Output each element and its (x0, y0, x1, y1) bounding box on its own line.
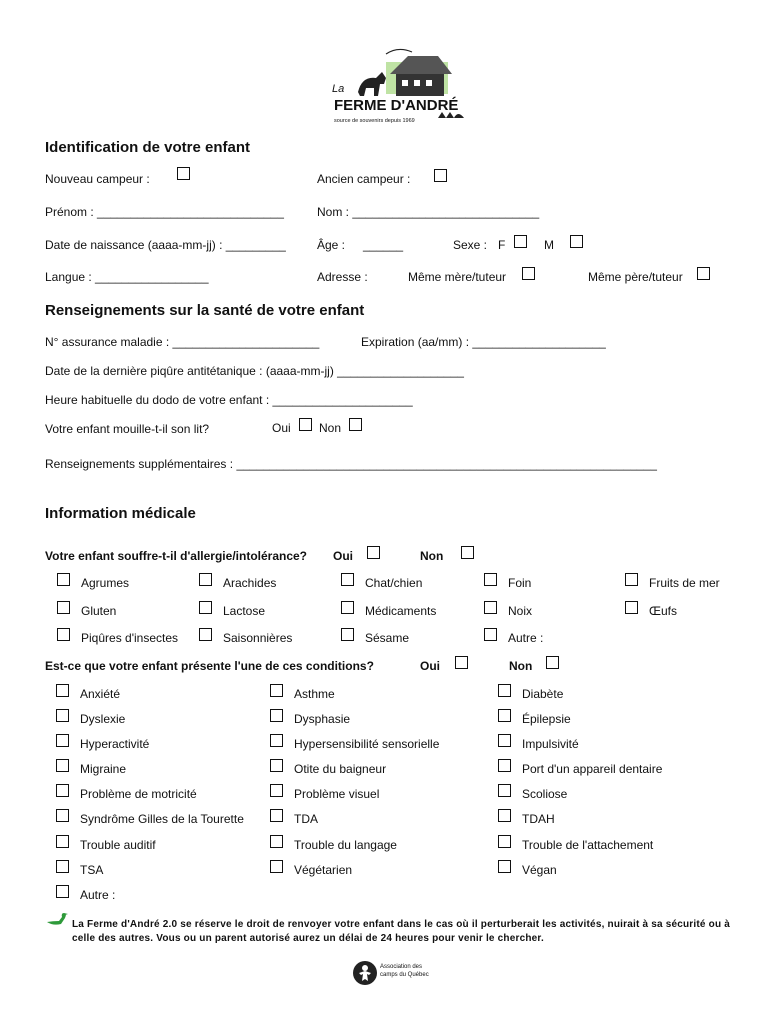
condition-checkbox-impulsivite[interactable] (498, 734, 511, 747)
allergy-label-noix: Noix (508, 604, 533, 618)
logo-la: La (332, 83, 345, 95)
nom-field[interactable]: Nom : ____________________________ (317, 205, 540, 219)
condition-checkbox-vegetarien[interactable] (270, 860, 283, 873)
f-label: F (498, 238, 506, 252)
ferme-dandre-logo (328, 44, 470, 128)
condition-label-trouble-auditif: Trouble auditif (80, 838, 156, 852)
f-checkbox[interactable] (514, 235, 527, 248)
footer-disclaimer: La Ferme d'André 2.0 se réserve le droit de renvoyer votre enfant dans le cas où il perturberait les activités, nuirait à sa sécurité ou à celle des autres. Vous ou un parent autorisé aurez un délai de 24 heures pour venir le chercher. (72, 919, 730, 944)
adresse-label: Adresse : (317, 270, 368, 284)
condition-label-impulsivite: Impulsivité (522, 737, 579, 751)
mouille-oui-checkbox[interactable] (299, 418, 312, 431)
condition-checkbox-trouble-de-l-attachement[interactable] (498, 835, 511, 848)
condition-checkbox-anxiete[interactable] (56, 684, 69, 697)
condition-checkbox-trouble-du-langage[interactable] (270, 835, 283, 848)
section-title-medical: Information médicale (45, 505, 196, 522)
m-checkbox[interactable] (570, 235, 583, 248)
condition-label-dysphasie: Dysphasie (294, 712, 351, 726)
allergy-checkbox-piqures-d-insectes[interactable] (57, 628, 70, 641)
m-label: M (544, 238, 554, 252)
allergy-checkbox-fruits-de-mer[interactable] (625, 573, 638, 586)
condition-checkbox-port-d-un-appareil-dentaire[interactable] (498, 759, 511, 772)
dodo-field[interactable]: Heure habituelle du dodo de votre enfant : _____________________ (45, 393, 413, 407)
condition-checkbox-probleme-visuel[interactable] (270, 784, 283, 797)
condition-checkbox-tsa[interactable] (56, 860, 69, 873)
condition-label-tdah: TDAH (522, 812, 555, 826)
logo-name: FERME D'ANDRÉ (334, 97, 459, 114)
conditions-non-label: Non (509, 659, 533, 673)
mouille-oui-label: Oui (272, 421, 291, 435)
allergy-checkbox-agrumes[interactable] (57, 573, 70, 586)
allergy-checkbox-sesame[interactable] (341, 628, 354, 641)
allergy-label-fruits-de-mer: Fruits de mer (649, 576, 720, 590)
allergy-checkbox-chat-chien[interactable] (341, 573, 354, 586)
mere-checkbox[interactable] (522, 267, 535, 280)
section-title-identification: Identification de votre enfant (45, 139, 251, 156)
condition-checkbox-hyperactivite[interactable] (56, 734, 69, 747)
condition-label-epilepsie: Épilepsie (522, 712, 571, 726)
condition-checkbox-vegan[interactable] (498, 860, 511, 873)
goose-icon (45, 910, 69, 933)
allergy-checkbox-lactose[interactable] (199, 601, 212, 614)
nouveau-label: Nouveau campeur : (45, 172, 150, 186)
condition-label-probleme-visuel: Problème visuel (294, 787, 380, 801)
nouveau-checkbox[interactable] (177, 167, 190, 180)
pere-label: Même père/tuteur (588, 270, 683, 284)
condition-checkbox-dysphasie[interactable] (270, 709, 283, 722)
conditions-non-checkbox[interactable] (546, 656, 559, 669)
age-label: Âge : (317, 238, 346, 252)
ancien-label: Ancien campeur : (317, 172, 411, 186)
allergy-label-chat-chien: Chat/chien (365, 576, 423, 590)
allergy-checkbox-arachides[interactable] (199, 573, 212, 586)
allergie-question: Votre enfant souffre-t-il d'allergie/intolérance? (45, 549, 308, 563)
condition-label-otite-du-baigneur: Otite du baigneur (294, 762, 387, 776)
allergy-checkbox-autre[interactable] (484, 628, 497, 641)
conditions-question: Est-ce que votre enfant présente l'une de ces conditions? (45, 659, 374, 673)
supp-field[interactable]: Renseignements supplémentaires : _______________________________________________________________ (45, 457, 657, 471)
section-title-sante: Renseignements sur la santé de votre enfant (45, 302, 365, 319)
allergie-oui-label: Oui (333, 549, 353, 563)
association-logo (352, 960, 442, 986)
condition-checkbox-migraine[interactable] (56, 759, 69, 772)
assurance-field[interactable]: N° assurance maladie : ______________________ (45, 335, 320, 349)
mere-label: Même mère/tuteur (408, 270, 507, 284)
condition-checkbox-tda[interactable] (270, 809, 283, 822)
condition-label-probleme-de-motricite: Problème de motricité (80, 787, 197, 801)
condition-label-vegan: Végan (522, 863, 557, 877)
pere-checkbox[interactable] (697, 267, 710, 280)
condition-label-migraine: Migraine (80, 762, 127, 776)
conditions-oui-checkbox[interactable] (455, 656, 468, 669)
allergy-label-sesame: Sésame (365, 631, 410, 645)
allergy-checkbox-oeufs[interactable] (625, 601, 638, 614)
allergy-label-piqures-d-insectes: Piqûres d'insectes (81, 631, 179, 645)
condition-label-hyperactivite: Hyperactivité (80, 737, 150, 751)
sexe-label: Sexe : (453, 238, 488, 252)
allergie-non-label: Non (420, 549, 444, 563)
mouille-non-label: Non (319, 421, 342, 435)
condition-checkbox-scoliose[interactable] (498, 784, 511, 797)
mouille-question: Votre enfant mouille-t-il son lit? (45, 422, 210, 436)
association-line2: camps du Québec (380, 972, 429, 978)
prenom-field[interactable]: Prénom : ____________________________ (45, 205, 284, 219)
allergy-label-autre: Autre : (508, 631, 544, 645)
condition-label-port-d-un-appareil-dentaire: Port d'un appareil dentaire (522, 762, 663, 776)
allergy-checkbox-foin[interactable] (484, 573, 497, 586)
allergy-checkbox-gluten[interactable] (57, 601, 70, 614)
allergy-label-lactose: Lactose (223, 604, 266, 618)
condition-label-syndrome-gilles-de-la-tourette: Syndrôme Gilles de la Tourette (80, 812, 244, 826)
allergy-label-gluten: Gluten (81, 604, 117, 618)
condition-checkbox-tdah[interactable] (498, 809, 511, 822)
association-line1: Association des (380, 964, 423, 970)
condition-label-tsa: TSA (80, 863, 104, 877)
condition-checkbox-autre[interactable] (56, 885, 69, 898)
allergy-label-medicaments: Médicaments (365, 604, 437, 618)
condition-label-trouble-de-l-attachement: Trouble de l'attachement (522, 838, 654, 852)
logo-tagline: source de souvenirs depuis 1969 (334, 118, 415, 124)
allergie-non-checkbox[interactable] (461, 546, 474, 559)
allergy-label-foin: Foin (508, 576, 532, 590)
condition-label-hypersensibilite-sensorielle: Hypersensibilité sensorielle (294, 737, 440, 751)
tetanos-field[interactable]: Date de la dernière piqûre antitétanique : (aaaa-mm-jj) ___________________ (45, 364, 464, 378)
condition-checkbox-trouble-auditif[interactable] (56, 835, 69, 848)
condition-label-vegetarien: Végétarien (294, 863, 353, 877)
allergy-checkbox-saisonnieres[interactable] (199, 628, 212, 641)
allergie-oui-checkbox[interactable] (367, 546, 380, 559)
condition-checkbox-otite-du-baigneur[interactable] (270, 759, 283, 772)
naissance-field[interactable]: Date de naissance (aaaa-mm-jj) : _________ (45, 238, 286, 252)
condition-label-tda: TDA (294, 812, 318, 826)
condition-checkbox-hypersensibilite-sensorielle[interactable] (270, 734, 283, 747)
allergy-label-oeufs: Œufs (649, 604, 678, 618)
condition-checkbox-syndrome-gilles-de-la-tourette[interactable] (56, 809, 69, 822)
expiration-field[interactable]: Expiration (aa/mm) : ____________________ (361, 335, 606, 349)
condition-checkbox-dyslexie[interactable] (56, 709, 69, 722)
langue-field[interactable]: Langue : _________________ (45, 270, 209, 284)
allergy-label-agrumes: Agrumes (81, 576, 130, 590)
allergy-checkbox-medicaments[interactable] (341, 601, 354, 614)
allergy-label-saisonnieres: Saisonnières (223, 631, 293, 645)
condition-label-anxiete: Anxiété (80, 687, 121, 701)
condition-checkbox-asthme[interactable] (270, 684, 283, 697)
ancien-checkbox[interactable] (434, 169, 447, 182)
condition-label-diabete: Diabète (522, 687, 564, 701)
mouille-non-checkbox[interactable] (349, 418, 362, 431)
condition-checkbox-epilepsie[interactable] (498, 709, 511, 722)
allergy-label-arachides: Arachides (223, 576, 277, 590)
condition-label-autre: Autre : (80, 888, 116, 902)
allergy-checkbox-noix[interactable] (484, 601, 497, 614)
condition-label-trouble-du-langage: Trouble du langage (294, 838, 397, 852)
condition-label-dyslexie: Dyslexie (80, 712, 126, 726)
conditions-oui-label: Oui (420, 659, 440, 673)
condition-label-asthme: Asthme (294, 687, 335, 701)
condition-checkbox-diabete[interactable] (498, 684, 511, 697)
condition-label-scoliose: Scoliose (522, 787, 568, 801)
age-field[interactable]: ______ (363, 238, 404, 252)
condition-checkbox-probleme-de-motricite[interactable] (56, 784, 69, 797)
